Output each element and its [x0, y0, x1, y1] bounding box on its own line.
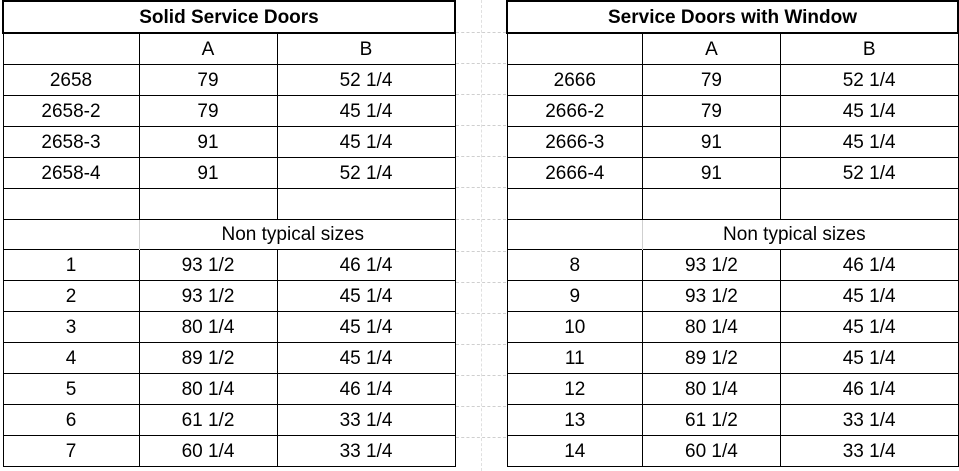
model-cell[interactable]: 2666-2: [507, 96, 643, 127]
gridline: [456, 313, 506, 314]
b-cell[interactable]: [277, 189, 455, 220]
index-cell[interactable]: 8: [507, 250, 643, 281]
b-cell[interactable]: 45 1/4: [277, 96, 455, 127]
model-cell[interactable]: 2658-4: [3, 158, 139, 189]
a-cell[interactable]: 80 1/4: [643, 312, 781, 343]
index-cell[interactable]: 2: [3, 281, 139, 312]
gridline: [456, 187, 506, 188]
b-cell[interactable]: 45 1/4: [780, 127, 958, 158]
index-cell[interactable]: 1: [3, 250, 139, 281]
a-cell[interactable]: 79: [139, 65, 277, 96]
a-cell[interactable]: 80 1/4: [139, 374, 277, 405]
table-row: [507, 96, 958, 127]
gridline: [456, 375, 506, 376]
table-row: [3, 127, 455, 158]
table-row: [3, 250, 455, 281]
a-cell[interactable]: 79: [139, 96, 277, 127]
b-cell[interactable]: 33 1/4: [780, 405, 958, 436]
model-cell[interactable]: 2666-3: [507, 127, 643, 158]
nontypical-label[interactable]: Non typical sizes: [139, 220, 455, 250]
a-cell[interactable]: 93 1/2: [139, 281, 277, 312]
empty-cell[interactable]: [507, 220, 643, 250]
index-cell[interactable]: 12: [507, 374, 643, 405]
a-cell[interactable]: 91: [139, 127, 277, 158]
table-row: [3, 281, 455, 312]
table-row: [3, 158, 455, 189]
table-title[interactable]: Solid Service Doors: [3, 1, 455, 33]
b-cell[interactable]: 45 1/4: [277, 343, 455, 374]
header-cell-b[interactable]: B: [780, 33, 958, 65]
index-cell[interactable]: 11: [507, 343, 643, 374]
b-cell[interactable]: 46 1/4: [277, 250, 455, 281]
b-cell[interactable]: 46 1/4: [780, 250, 958, 281]
gridline: [481, 0, 482, 471]
empty-cell[interactable]: [3, 220, 139, 250]
table-row: [507, 405, 958, 436]
model-cell[interactable]: 2658-3: [3, 127, 139, 158]
a-cell[interactable]: 61 1/2: [643, 405, 781, 436]
b-cell[interactable]: 52 1/4: [780, 158, 958, 189]
a-cell[interactable]: 91: [643, 158, 781, 189]
table-row: [3, 436, 455, 467]
a-cell[interactable]: 89 1/2: [139, 343, 277, 374]
table-row: [507, 127, 958, 158]
nontypical-label-row: [3, 220, 455, 250]
gridline: [456, 344, 506, 345]
table-row: [3, 343, 455, 374]
gridline: [456, 219, 506, 220]
b-cell[interactable]: 45 1/4: [780, 281, 958, 312]
table-row-empty: [507, 189, 958, 220]
a-cell[interactable]: [139, 189, 277, 220]
table-row: [507, 158, 958, 189]
model-cell[interactable]: 2666-4: [507, 158, 643, 189]
nontypical-label[interactable]: Non typical sizes: [643, 220, 958, 250]
table-row-empty: [3, 189, 455, 220]
b-cell[interactable]: 52 1/4: [780, 65, 958, 96]
gridline: [456, 63, 506, 64]
solid-service-doors-table: [2, 0, 456, 467]
a-cell[interactable]: 79: [643, 65, 781, 96]
header-row: [507, 33, 958, 65]
a-cell[interactable]: 79: [643, 96, 781, 127]
a-cell[interactable]: 91: [643, 127, 781, 158]
b-cell[interactable]: [780, 189, 958, 220]
gap-gridlines: [456, 0, 506, 471]
table-row: [507, 343, 958, 374]
index-cell[interactable]: 14: [507, 436, 643, 467]
table-row: [507, 250, 958, 281]
a-cell[interactable]: 80 1/4: [139, 312, 277, 343]
model-cell[interactable]: 2658-2: [3, 96, 139, 127]
model-cell[interactable]: 2666: [507, 65, 643, 96]
index-cell[interactable]: 9: [507, 281, 643, 312]
index-cell[interactable]: 10: [507, 312, 643, 343]
b-cell[interactable]: 45 1/4: [780, 343, 958, 374]
table-row: [507, 65, 958, 96]
gridline: [456, 282, 506, 283]
table-row: [3, 96, 455, 127]
table-row: [3, 374, 455, 405]
model-cell[interactable]: [3, 189, 139, 220]
b-cell[interactable]: 52 1/4: [277, 158, 455, 189]
a-cell[interactable]: 80 1/4: [643, 374, 781, 405]
gridline: [456, 32, 506, 33]
header-cell[interactable]: [3, 33, 139, 65]
table-row: [507, 436, 958, 467]
table-row: [3, 312, 455, 343]
b-cell[interactable]: 45 1/4: [277, 127, 455, 158]
a-cell[interactable]: 60 1/4: [643, 436, 781, 467]
model-cell[interactable]: 2658: [3, 65, 139, 96]
table-row: [3, 65, 455, 96]
b-cell[interactable]: 33 1/4: [277, 405, 455, 436]
gridline: [456, 94, 506, 95]
index-cell[interactable]: 3: [3, 312, 139, 343]
b-cell[interactable]: 45 1/4: [780, 312, 958, 343]
a-cell[interactable]: 91: [139, 158, 277, 189]
header-cell[interactable]: [507, 33, 643, 65]
table-title-row: [507, 1, 958, 33]
index-cell[interactable]: 13: [507, 405, 643, 436]
header-cell-b[interactable]: B: [277, 33, 455, 65]
nontypical-label-row: [507, 220, 958, 250]
header-cell-a[interactable]: A: [139, 33, 277, 65]
index-cell[interactable]: 5: [3, 374, 139, 405]
gridline: [456, 251, 506, 252]
header-row: [3, 33, 455, 65]
a-cell[interactable]: 60 1/4: [139, 436, 277, 467]
b-cell[interactable]: 45 1/4: [277, 281, 455, 312]
table-row: [507, 281, 958, 312]
index-cell[interactable]: 4: [3, 343, 139, 374]
model-cell[interactable]: [507, 189, 643, 220]
gridline: [456, 125, 506, 126]
b-cell[interactable]: 33 1/4: [277, 436, 455, 467]
b-cell[interactable]: 52 1/4: [277, 65, 455, 96]
service-doors-with-window-table: [506, 0, 959, 467]
a-cell[interactable]: 93 1/2: [643, 281, 781, 312]
index-cell[interactable]: 7: [3, 436, 139, 467]
header-cell-a[interactable]: A: [643, 33, 781, 65]
b-cell[interactable]: 33 1/4: [780, 436, 958, 467]
table-title[interactable]: Service Doors with Window: [507, 1, 958, 33]
b-cell[interactable]: 45 1/4: [780, 96, 958, 127]
a-cell[interactable]: 89 1/2: [643, 343, 781, 374]
b-cell[interactable]: 46 1/4: [780, 374, 958, 405]
table-row: [507, 374, 958, 405]
table-row: [3, 405, 455, 436]
gridline: [456, 437, 506, 438]
b-cell[interactable]: 45 1/4: [277, 312, 455, 343]
a-cell[interactable]: 61 1/2: [139, 405, 277, 436]
gridline: [456, 156, 506, 157]
table-row: [507, 312, 958, 343]
a-cell[interactable]: [643, 189, 781, 220]
table-title-row: [3, 1, 455, 33]
gridline: [456, 406, 506, 407]
b-cell[interactable]: 46 1/4: [277, 374, 455, 405]
index-cell[interactable]: 6: [3, 405, 139, 436]
a-cell[interactable]: 93 1/2: [139, 250, 277, 281]
a-cell[interactable]: 93 1/2: [643, 250, 781, 281]
